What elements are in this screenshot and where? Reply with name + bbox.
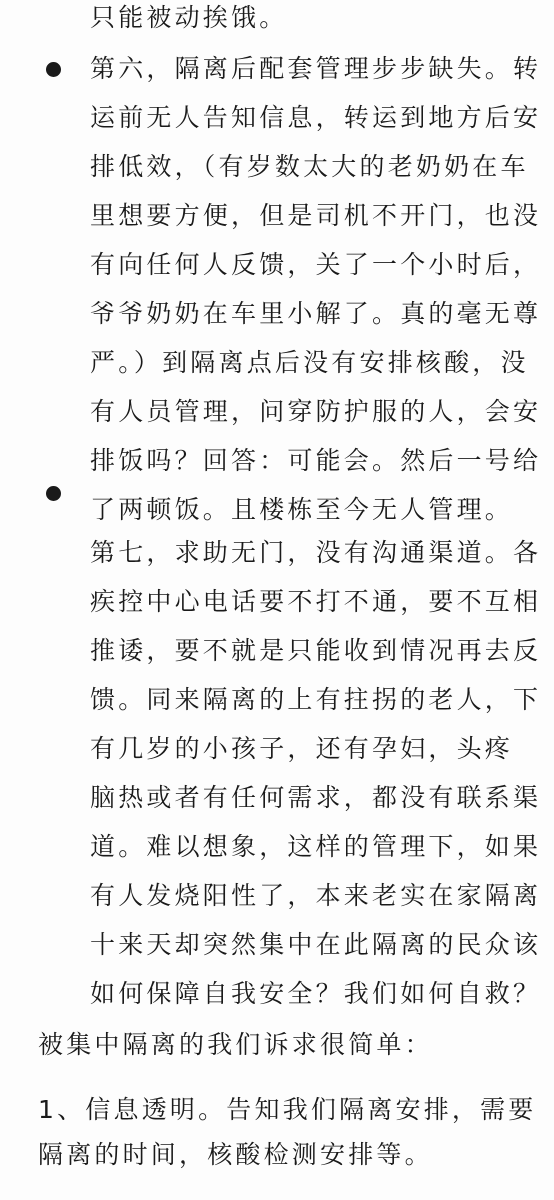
text-line: 有人员管理，问穿防护服的人，会安: [90, 397, 542, 426]
text-line: 严。）到隔离点后没有安排核酸，没: [90, 348, 529, 377]
text-line: 第七，求助无门，没有沟通渠道。各: [90, 538, 542, 567]
text-line: 馈。同来隔离的上有拄拐的老人，下: [90, 685, 542, 714]
text-line: 有几岁的小孩子，还有孕妇，头疼: [90, 734, 514, 763]
bullet-dot: [46, 62, 61, 77]
text-line: 推诿，要不就是只能收到情况再去反: [90, 636, 542, 665]
text-line: 脑热或者有任何需求，都没有联系渠: [90, 783, 542, 812]
text-line: 道。难以想象，这样的管理下，如果: [90, 832, 542, 861]
text-line: 1、信息透明。告知我们隔离安排，需要: [38, 1095, 537, 1124]
text-line: 如何保障自我安全？我们如何自救？: [90, 979, 542, 1008]
text-line: 有向任何人反馈，关了一个小时后，: [90, 250, 542, 279]
text-line: 疾控中心电话要不打不通，要不互相: [90, 587, 542, 616]
text-line: 排饭吗？回答：可能会。然后一号给: [90, 446, 542, 475]
text-line: 爷爷奶奶在车里小解了。真的毫无尊: [90, 299, 542, 328]
text-line: 只能被动挨饿。: [90, 3, 288, 32]
text-line: 十来天却突然集中在此隔离的民众该: [90, 930, 542, 959]
text-line: 排低效，（有岁数太大的老奶奶在车: [90, 152, 529, 181]
text-line: 里想要方便，但是司机不开门，也没: [90, 201, 542, 230]
text-line: 运前无人告知信息，转运到地方后安: [90, 103, 542, 132]
text-line: 有人发烧阳性了，本来老实在家隔离: [90, 881, 542, 910]
text-line: 隔离的时间，核酸检测安排等。: [38, 1140, 433, 1169]
text-line: 第六，隔离后配套管理步步缺失。转: [90, 54, 542, 83]
text-line: 了两顿饭。且楼栋至今无人管理。: [90, 495, 514, 524]
bullet-dot: [46, 486, 61, 501]
text-line: 被集中隔离的我们诉求很简单：: [38, 1030, 433, 1059]
